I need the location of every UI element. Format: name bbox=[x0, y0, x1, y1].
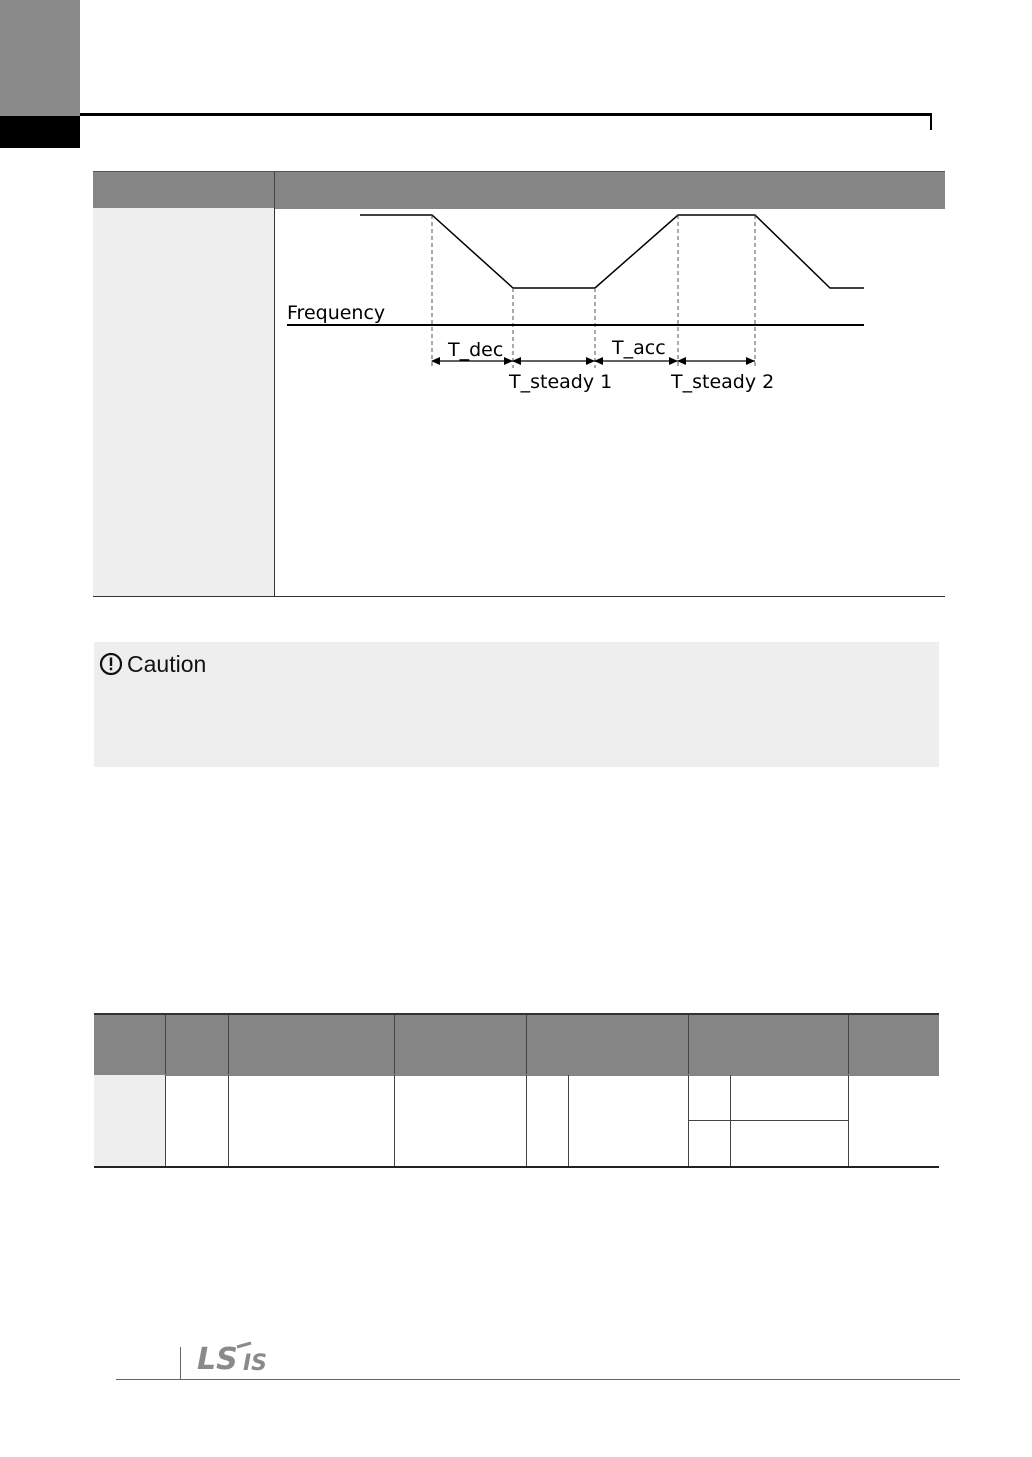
table2-header-row bbox=[94, 1013, 939, 1076]
t-steady1-label: T_steady 1 bbox=[509, 371, 613, 393]
table1-header-row bbox=[93, 171, 945, 209]
chapter-tab bbox=[0, 0, 80, 116]
table2-column-divider bbox=[526, 1075, 527, 1166]
t-acc-label: T_acc bbox=[612, 337, 666, 359]
table2-column-divider bbox=[228, 1075, 229, 1166]
table2-group-cell bbox=[94, 1075, 165, 1166]
t-steady2-label: T_steady 2 bbox=[671, 371, 775, 393]
table2-row-divider bbox=[688, 1120, 848, 1121]
table2-header-divider bbox=[848, 1015, 849, 1074]
caution-box bbox=[94, 642, 939, 767]
table2-column-divider bbox=[848, 1075, 849, 1166]
table2-header-divider bbox=[688, 1015, 689, 1074]
table2-header-divider bbox=[526, 1015, 527, 1074]
table2-column-divider bbox=[165, 1075, 166, 1166]
chapter-tab-block bbox=[0, 116, 80, 148]
footer-divider bbox=[180, 1347, 181, 1379]
svg-text:LS: LS bbox=[197, 1342, 238, 1375]
table2-header-divider bbox=[394, 1015, 395, 1074]
table1-bottom-border bbox=[93, 596, 945, 597]
table2-header-divider bbox=[228, 1015, 229, 1074]
table2-column-divider bbox=[394, 1075, 395, 1166]
frequency-label: Frequency bbox=[287, 302, 386, 324]
lsis-logo bbox=[197, 1341, 283, 1375]
caution-title: Caution bbox=[127, 651, 207, 677]
frequency-timing-diagram bbox=[275, 208, 875, 408]
exclamation-circle-icon bbox=[99, 652, 123, 676]
table2-column-divider bbox=[568, 1075, 569, 1166]
table1-header-divider bbox=[274, 171, 275, 208]
frequency-waveform bbox=[360, 215, 864, 288]
svg-text:IS: IS bbox=[243, 1351, 268, 1375]
t-dec-label: T_dec bbox=[448, 339, 504, 361]
footer-rule bbox=[116, 1379, 960, 1380]
table2-bottom-border bbox=[94, 1166, 939, 1168]
header-rule bbox=[80, 113, 932, 116]
table2-header-divider bbox=[165, 1015, 166, 1074]
table1-label-cell bbox=[93, 208, 274, 596]
header-rule-tick bbox=[930, 113, 932, 130]
